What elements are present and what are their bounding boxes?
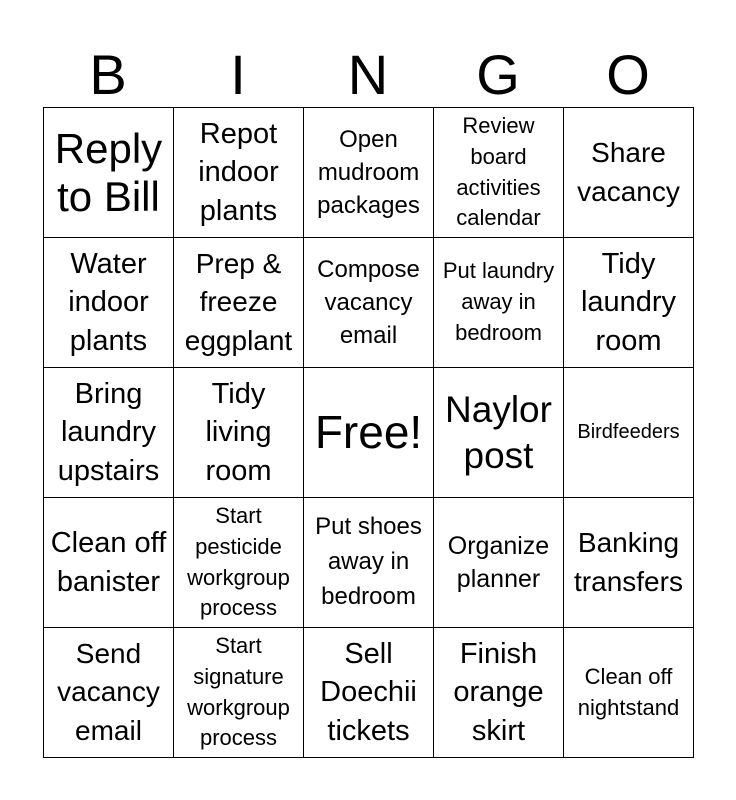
bingo-cell[interactable]: Start pesticide workgroup process [174, 498, 304, 628]
bingo-cell[interactable]: Compose vacancy email [304, 238, 434, 368]
bingo-cell[interactable]: Share vacancy [564, 108, 694, 238]
bingo-cell[interactable]: Bring laundry upstairs [44, 368, 174, 498]
bingo-cell[interactable]: Naylor post [434, 368, 564, 498]
bingo-cell[interactable]: Prep & freeze eggplant [174, 238, 304, 368]
bingo-cell[interactable]: Water indoor plants [44, 238, 174, 368]
header-letter-g: G [476, 43, 520, 106]
bingo-cell[interactable]: Finish orange skirt [434, 628, 564, 758]
bingo-cell[interactable]: Clean off banister [44, 498, 174, 628]
grid-row [44, 498, 694, 628]
header-letter-n: N [347, 43, 389, 106]
bingo-cell[interactable]: Reply to Bill [44, 108, 174, 238]
bingo-cell[interactable]: Start signature workgroup process [174, 628, 304, 758]
bingo-cell[interactable]: Birdfeeders [564, 368, 694, 498]
header-letter-o: O [606, 43, 650, 106]
bingo-cell[interactable]: Clean off nightstand [564, 628, 694, 758]
bingo-cell[interactable]: Organize planner [434, 498, 564, 628]
bingo-cell[interactable]: Tidy laundry room [564, 238, 694, 368]
bingo-cell[interactable]: Review board activities calendar [434, 108, 564, 238]
bingo-cell[interactable]: Banking transfers [564, 498, 694, 628]
bingo-cell[interactable]: Tidy living room [174, 368, 304, 498]
header-letter-i: I [230, 43, 246, 106]
grid-row [44, 628, 694, 758]
bingo-cell[interactable]: Open mudroom packages [304, 108, 434, 238]
bingo-cell[interactable]: Put laundry away in bedroom [434, 238, 564, 368]
bingo-header [43, 44, 693, 106]
free-space-cell[interactable]: Free! [304, 368, 434, 498]
header-letter-b: B [89, 43, 127, 106]
bingo-cell[interactable]: Sell Doechii tickets [304, 628, 434, 758]
bingo-cell[interactable]: Send vacancy email [44, 628, 174, 758]
bingo-cell[interactable]: Repot indoor plants [174, 108, 304, 238]
grid-row [44, 368, 694, 498]
grid-row [44, 238, 694, 368]
bingo-cell[interactable]: Put shoes away in bedroom [304, 498, 434, 628]
bingo-card-grid [43, 107, 694, 758]
grid-row [44, 108, 694, 238]
